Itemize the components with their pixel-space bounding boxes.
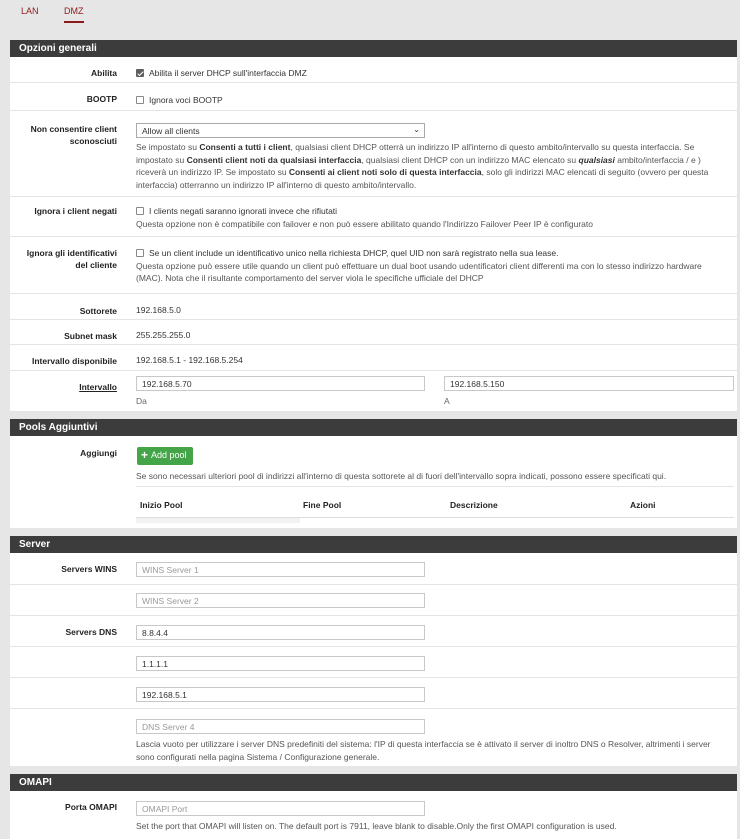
bootp-label: BOOTP [86, 94, 117, 104]
client-identifiers-checkbox[interactable] [136, 249, 144, 257]
omapi-port-row [10, 791, 737, 839]
omapi-port-label: Porta OMAPI [65, 802, 117, 812]
dns-label: Servers DNS [65, 627, 117, 637]
available-range-value: 192.168.5.1 - 192.168.5.254 [136, 355, 243, 365]
range-label: Intervallo [79, 382, 117, 392]
available-range-row [10, 345, 737, 371]
interface-tabs [0, 0, 740, 26]
pools-row [10, 436, 737, 528]
denied-clients-help: Questa opzione non è compatibile con failover e non può essere abilitato quando l'Indirizzo Failover Peer IP è configurato [136, 218, 593, 229]
wins-row-1 [10, 553, 737, 585]
client-identifiers-text: Se un client include un identificativo unico nella richiesta DHCP, quel UID non sarà registrato nella sua lease. [149, 248, 559, 258]
tab-dmz[interactable]: DMZ [64, 6, 84, 23]
bootp-row [10, 83, 737, 111]
unknown-clients-label: Non consentire client sconosciuti [30, 124, 117, 146]
wins-row-2 [10, 585, 737, 616]
bootp-checkbox[interactable] [136, 96, 144, 104]
range-from-input[interactable]: 192.168.5.70 [136, 376, 425, 391]
subnet-mask-value: 255.255.255.0 [136, 330, 191, 340]
client-identifiers-label: Ignora gli identificativi del cliente [26, 248, 117, 270]
subnet-row [10, 294, 737, 320]
pools-col-start: Inizio Pool [140, 500, 183, 510]
omapi-panel [10, 774, 737, 839]
client-identifiers-field [136, 247, 726, 285]
range-row [10, 371, 737, 411]
enable-text: Abilita il server DHCP sull'interfaccia DMZ [149, 68, 307, 78]
enable-label: Abilita [91, 68, 117, 78]
wins-label: Servers WINS [61, 564, 117, 574]
pools-table-empty-row [136, 518, 300, 523]
dns-row-4 [10, 709, 737, 766]
denied-clients-text: I clients negati saranno ignorati invece che rifiutati [149, 206, 338, 216]
subnet-mask-row [10, 320, 737, 345]
pools-table-divider [136, 486, 734, 487]
subnet-value: 192.168.5.0 [136, 305, 181, 315]
enable-checkbox[interactable] [136, 69, 144, 77]
additional-pools-panel [10, 419, 737, 528]
wins-server-2-input[interactable]: WINS Server 2 [136, 593, 425, 608]
omapi-heading: OMAPI [10, 774, 737, 791]
dns-server-3-input[interactable]: 192.168.5.1 [136, 687, 425, 702]
dns-row-2 [10, 647, 737, 678]
enable-field [136, 67, 726, 80]
denied-clients-row [10, 197, 737, 237]
dns-server-2-input[interactable]: 1.1.1.1 [136, 656, 425, 671]
unknown-clients-value: Allow all clients [142, 126, 200, 136]
general-options-heading: Opzioni generali [10, 40, 737, 57]
bootp-text: Ignora voci BOOTP [149, 95, 223, 105]
omapi-port-input[interactable]: OMAPI Port [136, 801, 425, 816]
subnet-mask-label: Subnet mask [64, 331, 117, 341]
dns-server-4-input[interactable]: DNS Server 4 [136, 719, 425, 734]
pools-help: Se sono necessari ulteriori pool di indirizzi all'interno di questa sottorete al di fuori dell'intervallo sopra indicati, possono essere specificati qui. [136, 471, 667, 481]
server-panel [10, 536, 737, 766]
unknown-clients-select[interactable] [136, 123, 425, 138]
denied-clients-label: Ignora i client negati [34, 206, 117, 216]
add-pool-button[interactable] [137, 447, 193, 465]
bootp-field [136, 94, 726, 107]
pools-col-end: Fine Pool [303, 500, 342, 510]
range-from-label: Da [136, 396, 147, 406]
unknown-clients-help: Se impostato su Consenti a tutti i client, qualsiasi client DHCP otterrà un indirizzo IP all'interno di questo ambito/intervallo su questa interfaccia. Se impostato su Consenti client noti da qualsiasi interfaccia, qualsiasi client DHCP con un indirizzo MAC elencato su qualsiasi ambito/interfaccia / e ) riceverà un indirizzo IP. Se impostato su Consenti ai client noti solo di questa interfaccia, solo gli indirizzi MAC elencati di seguito (ovvero per questa interfaccia) otterranno un indirizzo IP all'interno di questo ambito/intervallo. [136, 142, 709, 190]
range-to-label: A [444, 396, 450, 406]
omapi-port-help: Set the port that OMAPI will listen on. The default port is 7911, leave blank to disable.Only the first OMAPI configuration is used. [136, 821, 617, 831]
client-identifiers-help: Questa opzione può essere utile quando un client può effettuare un dual boot usando udentificatori client differenti ma con lo stesso indirizzo hardware (MAC). Nota che il risultante comportamento del server viola le specifiche ufficiale del DHCP [136, 260, 702, 283]
available-range-label: Intervallo disponibile [31, 356, 117, 366]
additional-pools-heading: Pools Aggiuntivi [10, 419, 737, 436]
server-heading: Server [10, 536, 737, 553]
dns-server-1-input[interactable]: 8.8.4.4 [136, 625, 425, 640]
dns-row-3 [10, 678, 737, 709]
denied-clients-checkbox[interactable] [136, 207, 144, 215]
enable-row [10, 57, 737, 83]
subnet-label: Sottorete [79, 306, 117, 316]
add-pool-button-label: Add pool [151, 450, 187, 460]
dns-help: Lascia vuoto per utilizzare i server DNS predefiniti del sistema: l'IP di questa interfaccia se è attivato il server di inoltro DNS o Resolver, altrimenti i server sono configurati nella pagina Sistema / Configurazione generale. [136, 739, 711, 762]
chevron-down-icon: ⌄ [413, 125, 420, 134]
plus-icon: + [141, 448, 149, 462]
pools-add-label: Aggiungi [80, 448, 117, 458]
denied-clients-field [136, 205, 726, 230]
pools-col-actions: Azioni [630, 500, 656, 510]
pools-col-description: Descrizione [450, 500, 498, 510]
unknown-clients-row [10, 111, 737, 197]
general-options-panel [10, 40, 737, 411]
range-to-input[interactable]: 192.168.5.150 [444, 376, 734, 391]
dns-row-1 [10, 616, 737, 647]
wins-server-1-input[interactable]: WINS Server 1 [136, 562, 425, 577]
tab-lan[interactable]: LAN [21, 6, 39, 16]
client-identifiers-row [10, 237, 737, 294]
